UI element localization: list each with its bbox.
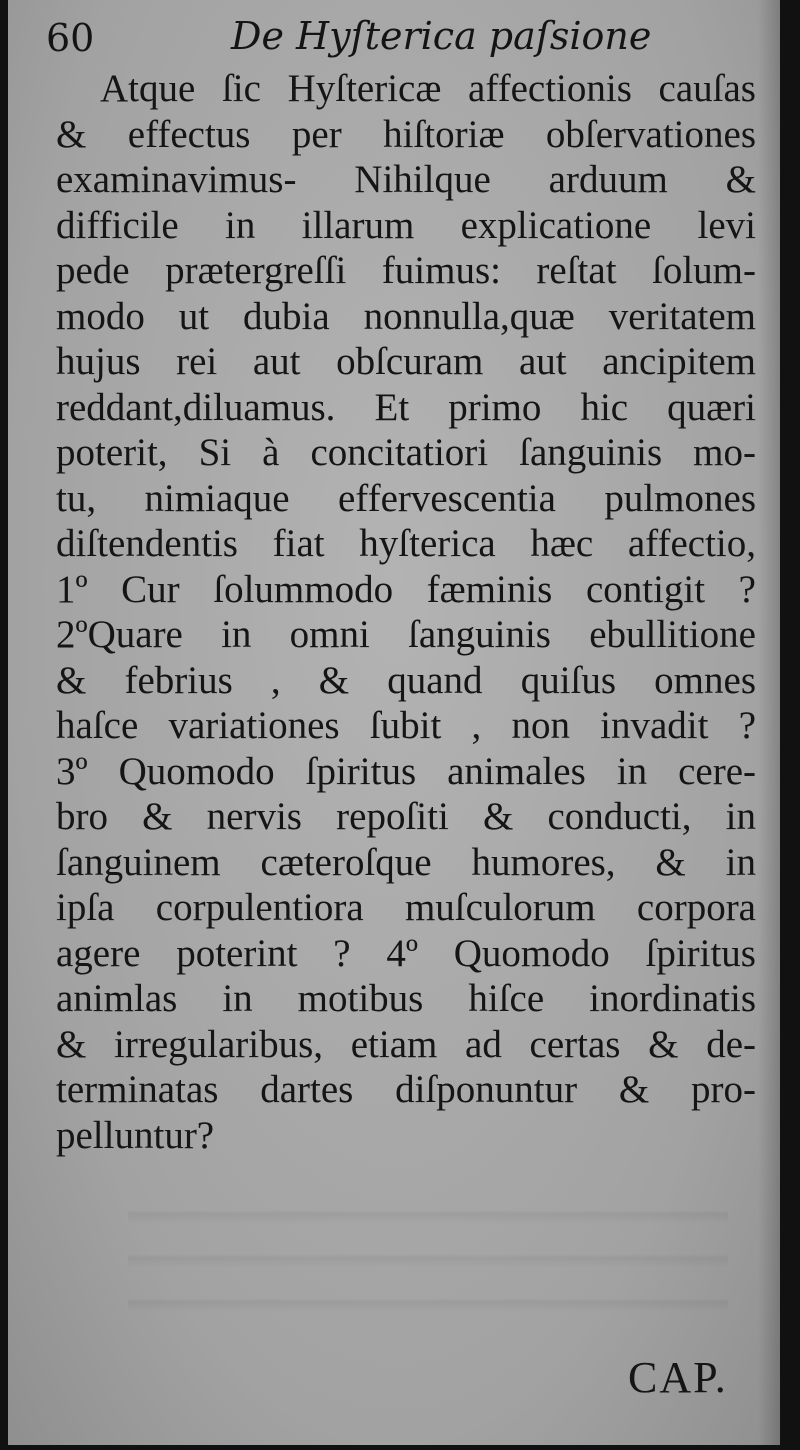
bleed-through-shadow [128, 1180, 728, 1330]
text-line: pede prætergreſſi fuimus: reſtat ſolum- [56, 249, 756, 292]
text-line: difficile in illarum explicatione levi [56, 203, 756, 247]
page-number: 60 [46, 16, 95, 60]
text-line: examinavimus- Nihilque arduum & [56, 158, 756, 201]
text-line: terminatas dartes diſponuntur & pro- [56, 1068, 756, 1111]
text-line: modo ut dubia nonnulla,quæ veritatem [56, 294, 756, 338]
text-line: & irregularibus, etiam ad certas & de- [56, 1022, 756, 1066]
text-line: hujus rei aut obſcuram aut ancipitem [56, 340, 756, 383]
catchword: CAP. [628, 1353, 728, 1402]
text-line: pelluntur? [56, 1113, 215, 1157]
text-line: poterit, Si à concitatiori ſanguinis mo- [56, 431, 756, 474]
body-text [56, 66, 756, 1158]
text-line: Atque ſic Hyſtericæ affectionis cauſas [100, 67, 756, 110]
text-line: agere poterint ? 4º Quomodo ſpiritus [56, 931, 756, 975]
book-page [8, 0, 780, 1445]
text-line: & effectus per hiſtoriæ obſervationes [56, 112, 756, 156]
text-line: 1º Cur ſolummodo fæminis contigit ? [56, 567, 756, 611]
text-line: bro & nervis repoſiti & conducti, in [56, 795, 756, 838]
page-edge-shadow [758, 0, 780, 1445]
text-line: ipſa corpulentiora muſculorum corpora [56, 886, 756, 929]
page-header [46, 12, 750, 62]
text-line: haſce variationes ſubit , non invadit ? [56, 704, 756, 747]
text-line: reddant,diluamus. Et primo hic quæri [56, 385, 756, 429]
text-line: diſtendentis fiat hyſterica hæc affectio, [56, 522, 756, 565]
text-line: 2ºQuare in omni ſanguinis ebullitione [56, 613, 756, 656]
text-line: tu, nimiaque effervescentia pulmones [56, 476, 756, 520]
running-head: De Hyſterica paſsione [231, 14, 652, 58]
text-line: ſanguinem cæteroſque humores, & in [56, 840, 756, 884]
text-line: 3º Quomodo ſpiritus animales in cere- [56, 749, 756, 793]
text-line: & febrius , & quand quiſus omnes [56, 658, 756, 702]
text-line: animlas in motibus hiſce inordinatis [56, 977, 756, 1020]
